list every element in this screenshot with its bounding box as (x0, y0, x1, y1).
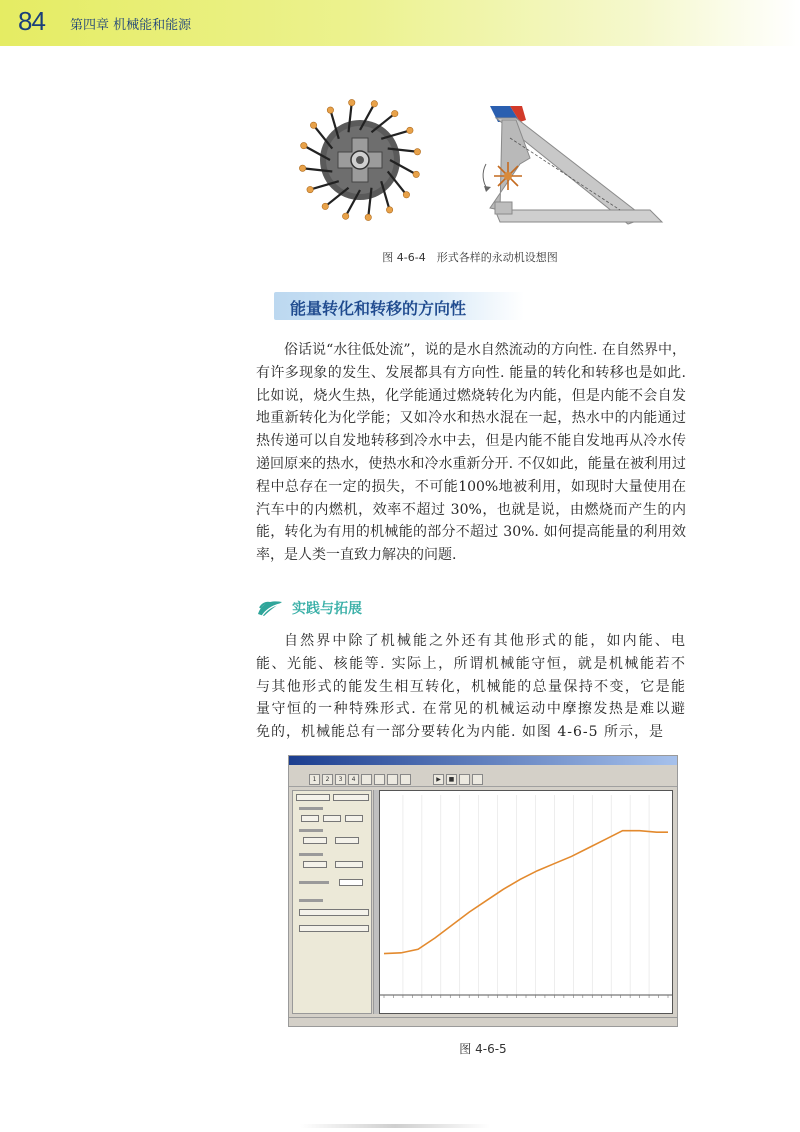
toolbar-button-4: 4 (348, 774, 359, 785)
wheel-ball (327, 107, 333, 113)
panel-button (303, 861, 327, 868)
practice-label: 实践与拓展 (292, 601, 362, 617)
wheel-ball (392, 110, 398, 116)
magnet-ramp-illustration (483, 106, 662, 224)
play-icon: ▶ (433, 774, 444, 785)
grid-icon (387, 774, 398, 785)
wheel-ball (371, 101, 377, 107)
panel-select (339, 879, 363, 886)
software-screenshot-figure (288, 755, 678, 1027)
toolbar-button-3: 3 (335, 774, 346, 785)
chart-icon (459, 774, 470, 785)
page-number: 84 (18, 6, 45, 36)
temperature-plot (379, 790, 673, 1014)
wheel-ball (386, 207, 392, 213)
wheel-ball (413, 171, 419, 177)
panel-button (301, 815, 319, 822)
grid-icon (400, 774, 411, 785)
wheel-ball (307, 186, 313, 192)
figure-4-6-5-caption: 图 4-6-5 (459, 1042, 507, 1056)
grid-icon (374, 774, 385, 785)
grid-icon (361, 774, 372, 785)
copy-icon (472, 774, 483, 785)
wheel-ball (403, 192, 409, 198)
panel-button (303, 837, 327, 844)
page-header (0, 0, 800, 46)
page-bottom-mark (300, 1124, 490, 1128)
stop-icon: ■ (446, 774, 457, 785)
wheel-ball (322, 203, 328, 209)
wheel-ball (301, 142, 307, 148)
toolbar-button-1: 1 (309, 774, 320, 785)
wheel-ball (342, 213, 348, 219)
panel-tab (296, 794, 330, 801)
panel-button (345, 815, 363, 822)
panel-button (335, 861, 363, 868)
wheel-ball (407, 127, 413, 133)
chapter-title: 第四章 机械能和能源 (70, 18, 192, 33)
panel-button (323, 815, 341, 822)
wheel-ball (299, 165, 305, 171)
figure-4-6-4-caption: 图 4-6-4 形式各样的永动机设想图 (382, 251, 558, 264)
wheel-ball (349, 99, 355, 105)
window-title-bar (289, 756, 677, 765)
panel-stepper-row (299, 925, 369, 932)
window-toolbar (289, 773, 677, 787)
perpetual-wheel-illustration (299, 99, 420, 220)
series-line (384, 831, 668, 954)
body-paragraph-2: 自然界中除了机械能之外还有其他形式的能，如内能、电能、光能、核能等. 实际上，所谓机械能守恒，就是机械能若不与其他形式的能发生相互转化，机械能的总量保持不变，它是能量守恒的一种特殊形式. 在常见的机械运动中摩擦发热是难以避免的，机械能总有一部分要转化为内能. 如图 4-6-5 所示，是 (256, 633, 686, 741)
toolbar-button-2: 2 (322, 774, 333, 785)
perpetual-motion-figure (290, 98, 670, 248)
wheel-ball (365, 214, 371, 220)
status-bar (289, 1017, 677, 1026)
panel-stepper-row (299, 909, 369, 916)
control-panel (292, 790, 372, 1014)
panel-tab (333, 794, 369, 801)
panel-button (335, 837, 359, 844)
wheel-ball (414, 149, 420, 155)
practice-extension-heading (256, 596, 362, 620)
line-chart (380, 791, 672, 1013)
section-title: 能量转化和转移的方向性 (274, 292, 524, 320)
body-paragraph-1: 俗话说“水往低处流”，说的是水自然流动的方向性. 在自然界中，有许多现象的发生、发展都具有方向性. 能量的转化和转移也是如此. 比如说，烧火生热，化学能通过燃烧转化为内能，但是内能不会自发地重新转化为化学能；又如冷水和热水混在一起，热水中的内能通过热传递可以自发地转移到冷水中去，但是内能不能自发地再从冷水传递回原来的热水，使热水和冷水重新分开. 不仅如此，能量在被利用过程中总存在一定的损失，不可能100%地被利用，如现时大量使用在汽车中的内燃机，效率不超过 30%，也就是说，由燃烧而产生的内能，转化为有用的机械能的部分不超过 30%. 如何提高能量的利用效率，是人类一直致力解决的问题. (256, 342, 686, 564)
wheel-ball (310, 122, 316, 128)
leaf-arrow-icon (256, 598, 286, 618)
